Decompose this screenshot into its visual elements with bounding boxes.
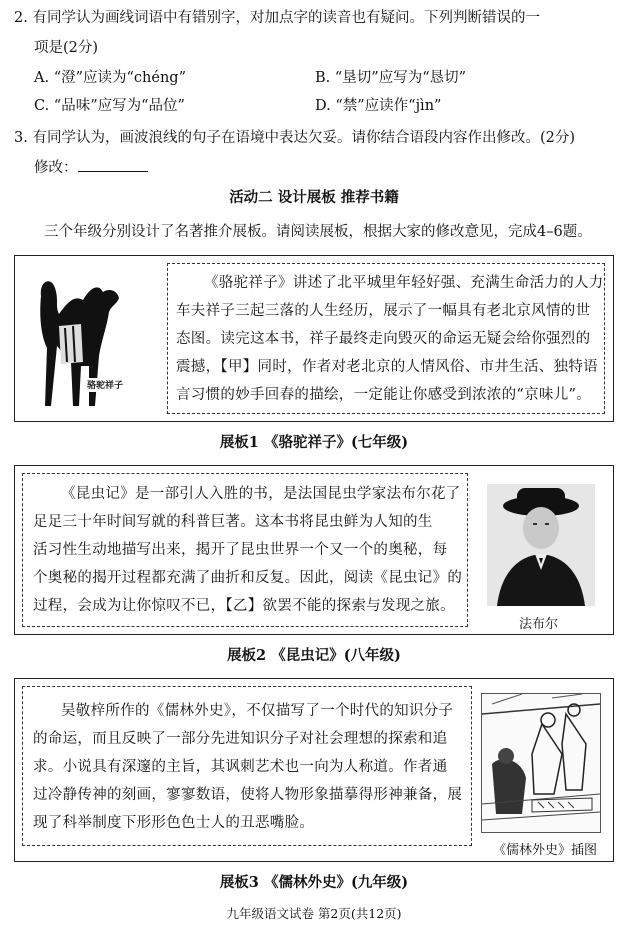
board-1-line-5: 言习惯的妙手回春的描绘，一定能让你感受到浓浓的“京味儿”。 xyxy=(176,387,592,403)
board-2-text xyxy=(33,480,462,620)
board-3 xyxy=(14,678,614,862)
board-2-line-4: 个奥秘的揭开过程都充满了曲折和反复。因此，阅读《昆虫记》的 xyxy=(33,570,463,586)
board-3-line-4: 过冷静传神的刻画，寥寥数语，使将人物形象描摹得形神兼备，展 xyxy=(33,787,463,803)
q3-line1: 3. 有同学认为，画波浪线的句子在语境中表达欠妥。请你结合语段内容作出修改。(2分) xyxy=(14,130,575,146)
board-1-line-2: 车夫祥子三起三落的人生经历，展示了一幅具有老北京风情的世 xyxy=(176,303,591,319)
rulin-illustration-image xyxy=(481,693,601,833)
q2-option-c: C. “品味”应写为“品位” xyxy=(34,98,185,114)
q2-option-a: A. “澄”应读为“chéng” xyxy=(34,70,187,86)
q2-option-d: D. “禁”应读作“jìn” xyxy=(315,98,442,114)
rulin-illustration-caption: 《儒林外史》插图 xyxy=(493,843,598,858)
board-3-line-5: 现了科举制度下形形色色士人的丑恶嘴脸。 xyxy=(33,815,315,831)
board-3-text-frame xyxy=(22,686,472,846)
board-2-caption: 展板2 《昆虫记》(八年级) xyxy=(227,647,401,664)
page-footer: 九年级语文试卷 第2页(共12页) xyxy=(226,906,402,921)
board-3-caption: 展板3 《儒林外史》(九年级) xyxy=(219,874,409,891)
board-2-text-frame xyxy=(22,473,468,627)
board-2-line-1: 《昆虫记》是一部引人入胜的书，是法国昆虫学家法布尔花了 xyxy=(61,486,461,502)
board-1-caption: 展板1 《骆驼祥子》(七年级) xyxy=(219,434,409,451)
board-1 xyxy=(14,255,614,422)
activity-intro: 三个年级分别设计了名著推介展板。请阅读展板，根据大家的修改意见，完成4–6题。 xyxy=(44,224,592,240)
q3-modify-label: 修改： xyxy=(34,160,78,176)
board-2-line-3: 活习性生动地描写出来，揭开了昆虫世界一个又一个的奥秘，每 xyxy=(33,542,448,558)
board-3-text xyxy=(33,697,462,837)
activity-heading: 活动二 设计展板 推荐书籍 xyxy=(229,189,399,206)
fabre-caption: 法布尔 xyxy=(519,617,559,632)
board-1-line-3: 态图。读完这本书，祥子最终走向毁灭的命运无疑会给你强烈的 xyxy=(176,331,591,347)
board-2-line-2: 足足三十年时间写就的科普巨著。这本书将昆虫鲜为人知的生 xyxy=(33,514,433,530)
q2-line1: 2. 有同学认为画线词语中有错别字，对加点字的读音也有疑问。下列判断错误的一 xyxy=(14,10,540,26)
board-3-line-1: 吴敬梓所作的《儒林外史》，不仅描写了一个时代的知识分子 xyxy=(61,703,454,719)
board-3-line-2: 的命运，而且反映了一部分先进知识分子对社会理想的探索和追 xyxy=(33,731,448,747)
board-2-line-5: 过程，会成为让你惊叹不已，【乙】欲罢不能的探索与发现之旅。 xyxy=(33,598,455,614)
fabre-portrait-image xyxy=(487,484,595,606)
board-2 xyxy=(14,465,614,635)
q2-line2: 项是(2分) xyxy=(34,40,99,56)
board-1-text xyxy=(176,269,604,409)
q2-option-b: B. “垦切”应写为“恳切” xyxy=(315,70,467,86)
board-1-line-1: 《骆驼祥子》讲述了北平城里年轻好强、充满生命活力的人力 xyxy=(204,275,604,291)
board-3-line-3: 求。小说具有深邃的主旨，其讽刺艺术也一向为人称道。作者通 xyxy=(33,759,448,775)
q3-answer-row xyxy=(34,157,148,178)
board-1-text-frame xyxy=(167,263,605,414)
camel-poster-image xyxy=(21,266,149,408)
poster-title: 骆驼祥子 xyxy=(87,381,124,391)
q3-answer-blank[interactable] xyxy=(78,157,148,172)
board-1-line-4: 震撼，【甲】同时，作者对老北京的人情风俗、市井生活、独特语 xyxy=(176,359,598,375)
